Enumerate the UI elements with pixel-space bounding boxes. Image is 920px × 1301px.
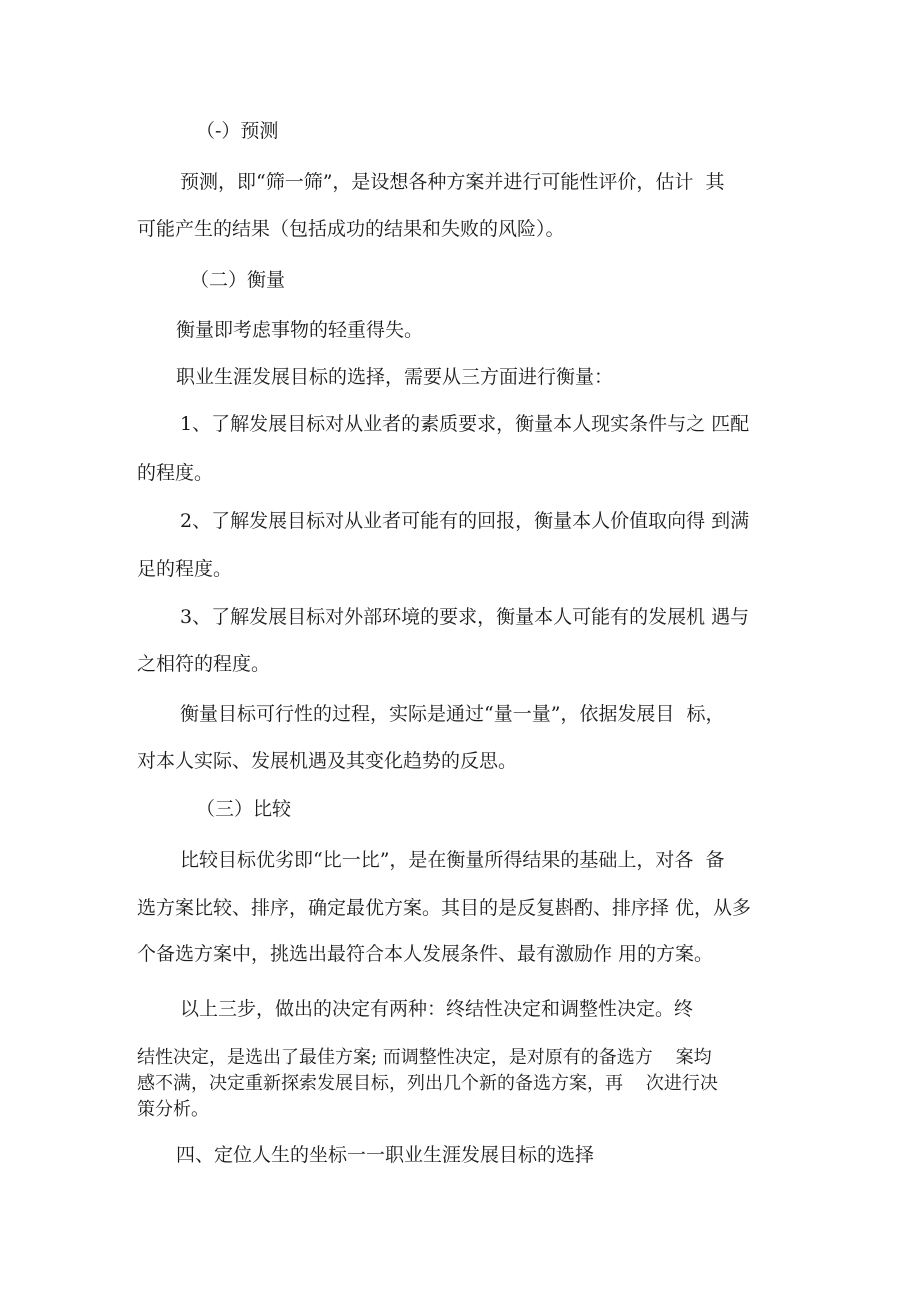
list-item-line: 2、了解发展目标对从业者可能有的回报，衡量本人价值取向得 到满 bbox=[180, 510, 750, 532]
paragraph-line: 选方案比较、排序，确定最优方案。其目的是反复斟酌、排序择 优，从多 bbox=[137, 897, 752, 919]
list-item-line: 之相符的程度。 bbox=[137, 653, 271, 675]
section-heading-measure: （二）衡量 bbox=[190, 269, 286, 291]
list-item-line: 1、了解发展目标对从业者的素质要求，衡量本人现实条件与之 匹配 bbox=[180, 413, 750, 435]
paragraph-line: 比较目标优劣即“比一比”，是在衡量所得结果的基础上，对各 备 bbox=[180, 849, 725, 871]
paragraph-line: 可能产生的结果（包括成功的结果和失败的风险）。 bbox=[137, 218, 565, 240]
paragraph-line: 结性决定，是选出了最佳方案; 而调整性决定，是对原有的备选方 案均 bbox=[137, 1047, 712, 1068]
section-heading-career-goal: 四、定位人生的坐标一一职业生涯发展目标的选择 bbox=[176, 1144, 595, 1166]
section-heading-compare: （三）比较 bbox=[196, 798, 292, 820]
list-item-line: 3、了解发展目标对外部环境的要求，衡量本人可能有的发展机 遇与 bbox=[180, 606, 750, 628]
paragraph-line: 个备选方案中，挑选出最符合本人发展条件、最有激励作 用的方案。 bbox=[137, 943, 714, 965]
paragraph-line: 预测，即“筛一筛”，是设想各种方案并进行可能性评价，估计 其 bbox=[180, 171, 725, 193]
paragraph-line: 策分析。 bbox=[137, 1099, 209, 1120]
paragraph-line: 职业生涯发展目标的选择，需要从三方面进行衡量： bbox=[176, 366, 614, 388]
paragraph-line: 感不满，决定重新探索发展目标，列出几个新的备选方案，再 次进行决 bbox=[137, 1073, 718, 1094]
list-item-line: 的程度。 bbox=[137, 462, 214, 484]
paragraph-line: 衡量即考虑事物的轻重得失。 bbox=[176, 319, 424, 341]
section-heading-forecast: （-）预测 bbox=[196, 120, 279, 142]
paragraph-line: 衡量目标可行性的过程，实际是通过“量一量”，依据发展目 标， bbox=[180, 703, 725, 725]
list-item-line: 足的程度。 bbox=[137, 558, 233, 580]
paragraph-line: 对本人实际、发展机遇及其变化趋势的反思。 bbox=[137, 750, 518, 772]
paragraph-line: 以上三步，做出的决定有两种：终结性决定和调整性决定。终 bbox=[180, 998, 694, 1020]
